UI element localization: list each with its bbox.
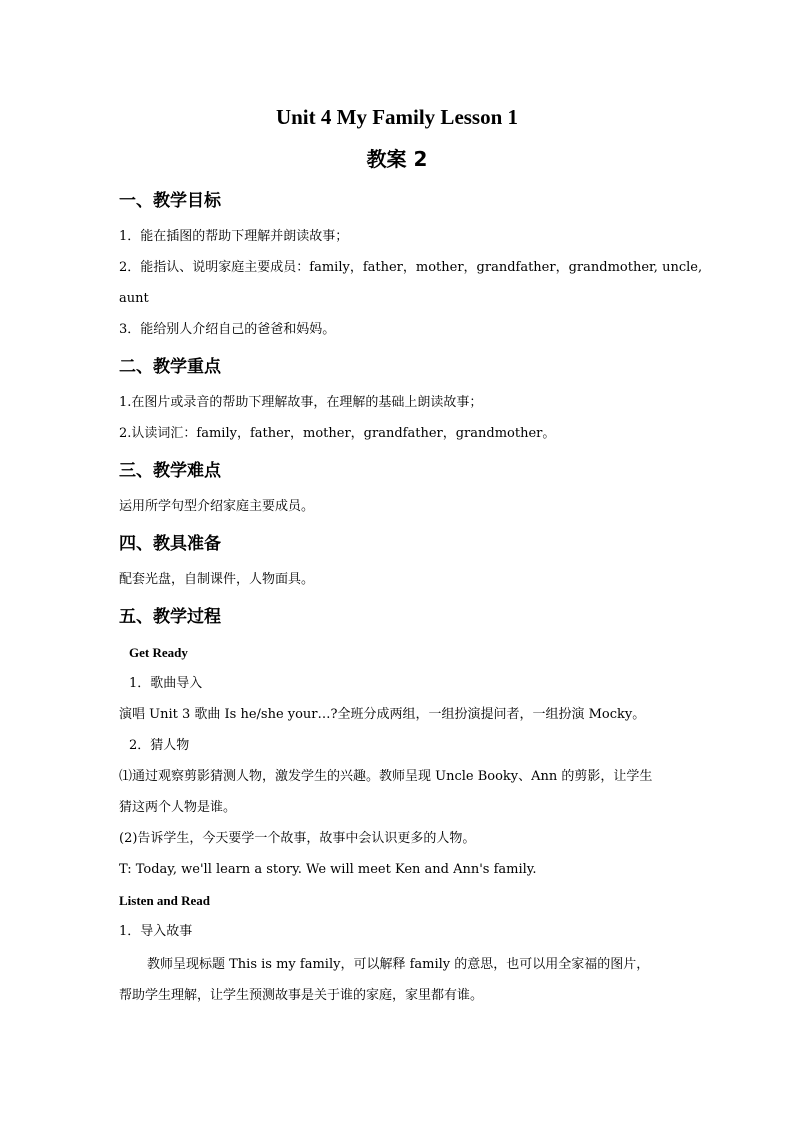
objective-item: 2．能指认、说明家庭主要成员：family，father，mother，grandfather，grandmother, uncle,: [119, 260, 703, 275]
teacher-dialogue: T: Today, we'll learn a story. We will meet Ken and Ann's family.: [119, 862, 537, 877]
document-subtitle: 教案 2: [366, 147, 428, 171]
difficulty-item: 运用所学句型介绍家庭主要成员。: [119, 499, 315, 514]
objective-item: 1．能在插图的帮助下理解并朗读故事；: [119, 229, 349, 244]
materials-item: 配套光盘，自制课件，人物面具。: [119, 572, 315, 587]
section-heading-difficulties: 三、教学难点: [119, 461, 221, 481]
step-text-guess: ⑴通过观察剪影猜测人物，激发学生的兴趣。教师呈现 Uncle Booky、Ann 的剪影，让学生: [119, 769, 653, 784]
step-label-song: 1．歌曲导入: [129, 676, 203, 691]
step-text-song: 演唱 Unit 3 歌曲 Is he/she your…?全班分成两组，一组扮演提问者，一组扮演 Mocky。: [119, 707, 646, 722]
key-point-item: 2.认读词汇：family，father，mother，grandfather，grandmother。: [119, 426, 556, 441]
step-text-guess-continued: 猜这两个人物是谁。: [119, 800, 237, 815]
section-heading-key-points: 二、教学重点: [119, 357, 221, 377]
key-point-item: 1.在图片或录音的帮助下理解故事，在理解的基础上朗读故事；: [119, 395, 483, 410]
section-heading-process: 五、教学过程: [119, 607, 221, 627]
step-label-guess: 2．猜人物: [129, 738, 190, 753]
step-text-intro-story: 教师呈现标题 This is my family，可以解释 family 的意思，也可以用全家福的图片，: [147, 957, 650, 972]
document-title: Unit 4 My Family Lesson 1: [275, 105, 519, 129]
get-ready-label: Get Ready: [129, 645, 188, 660]
objective-item: 3．能给别人介绍自己的爸爸和妈妈。: [119, 322, 336, 337]
objective-item-continued: aunt: [119, 291, 149, 306]
step-label-intro-story: 1．导入故事: [119, 924, 193, 939]
step-text-guess-2: (2)告诉学生，今天要学一个故事，故事中会认识更多的人物。: [119, 831, 476, 846]
section-heading-materials: 四、教具准备: [119, 534, 221, 554]
listen-read-label: Listen and Read: [119, 893, 211, 908]
step-text-intro-story-continued: 帮助学生理解，让学生预测故事是关于谁的家庭，家里都有谁。: [119, 988, 484, 1003]
section-heading-objectives: 一、教学目标: [119, 191, 221, 211]
